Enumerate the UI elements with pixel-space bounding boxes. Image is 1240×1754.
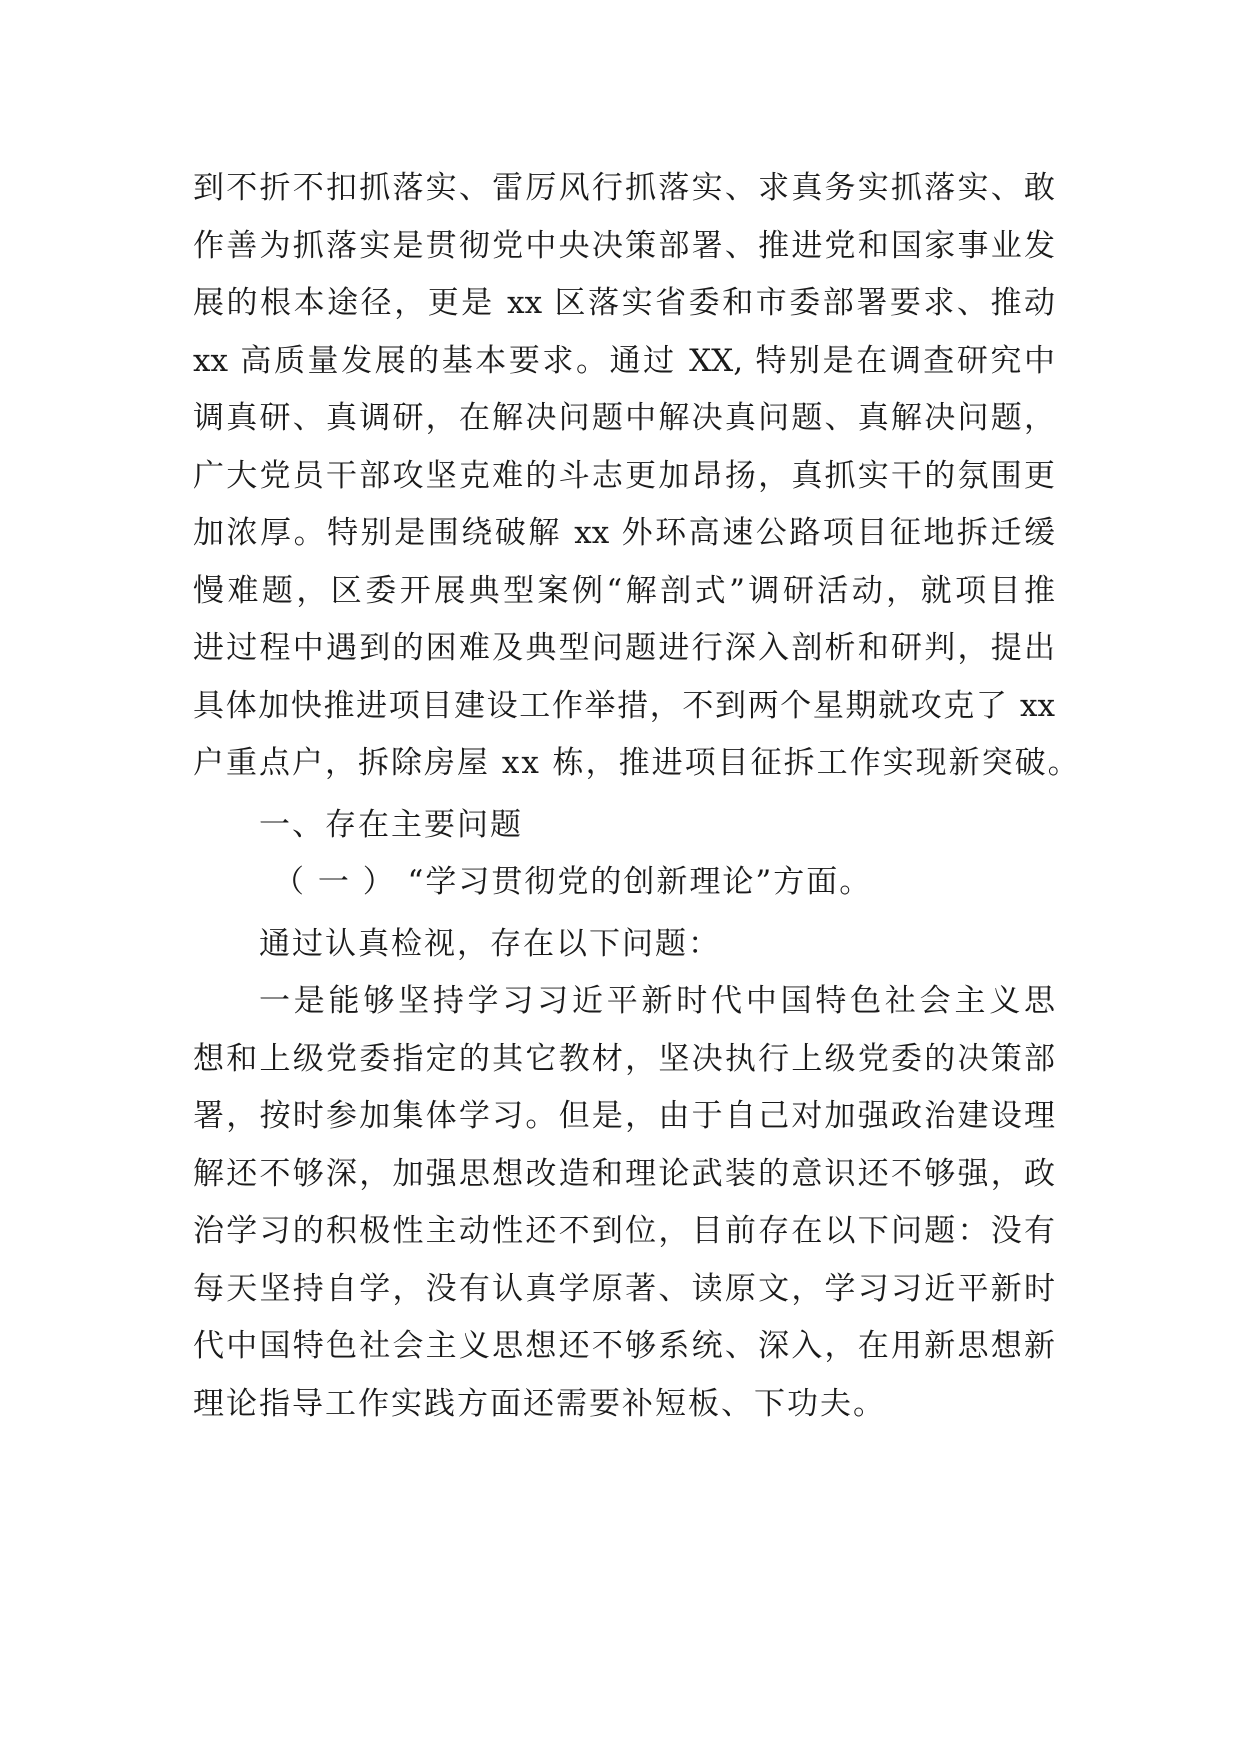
paragraph-line: 加浓厚。特别是围绕破解 xx 外环高速公路项目征地拆迁缓: [193, 515, 1055, 551]
subsection-heading: （ 一 ） “学习贯彻党的创新理论”方面。: [273, 864, 873, 900]
paragraph-line: 作善为抓落实是贯彻党中央决策部署、推进党和国家事业发: [193, 227, 1055, 264]
paragraph-line: 治学习的积极性主动性还不到位，目前存在以下问题：没有: [193, 1213, 1055, 1249]
paragraph-line: 展的根本途径，更是 xx 区落实省委和市委部署要求、推动: [193, 285, 1055, 321]
paragraph-line: 广大党员干部攻坚克难的斗志更加昂扬，真抓实干的氛围更: [193, 457, 1055, 494]
paragraph-line: 署，按时参加集体学习。但是，由于自己对加强政治建设理: [193, 1098, 1055, 1134]
paragraph-line: 理论指导工作实践方面还需要补短板、下功夫。: [193, 1385, 886, 1422]
intro-paragraph: [193, 160, 1081, 793]
paragraph-line: 想和上级党委指定的其它教材，坚决执行上级党委的决策部: [193, 1040, 1055, 1077]
paragraph-line: xx 高质量发展的基本要求。通过 XX, 特别是在调查研究中: [193, 342, 1055, 379]
paragraph-line: 慢难题，区委开展典型案例“解剖式”调研活动，就项目推: [193, 572, 1055, 609]
point-paragraph: [193, 973, 1055, 1433]
paragraph-line: 一是能够坚持学习习近平新时代中国特色社会主义思: [259, 983, 1055, 1019]
paragraph-line: 进过程中遇到的困难及典型问题进行深入剖析和研判，提出: [193, 630, 1055, 666]
paragraph-line: 解还不够深，加强思想改造和理论武装的意识还不够强，政: [193, 1155, 1055, 1192]
check-line: 通过认真检视，存在以下问题：: [259, 925, 721, 962]
paragraph-line: 调真研、真调研，在解决问题中解决真问题、真解决问题，: [193, 400, 1055, 436]
document-page: [193, 160, 1081, 1433]
paragraph-line: 户重点户，拆除房屋 xx 栋，推进项目征拆工作实现新突破。: [193, 745, 1081, 781]
paragraph-line: 每天坚持自学，没有认真学原著、读原文，学习习近平新时: [193, 1270, 1055, 1307]
paragraph-line: 代中国特色社会主义思想还不够系统、深入，在用新思想新: [193, 1328, 1055, 1364]
paragraph-line: 具体加快推进项目建设工作举措，不到两个星期就攻克了 xx: [193, 687, 1055, 724]
section-heading: 一、存在主要问题: [259, 806, 523, 843]
paragraph-line: 到不折不扣抓落实、雷厉风行抓落实、求真务实抓落实、敢: [193, 170, 1055, 206]
